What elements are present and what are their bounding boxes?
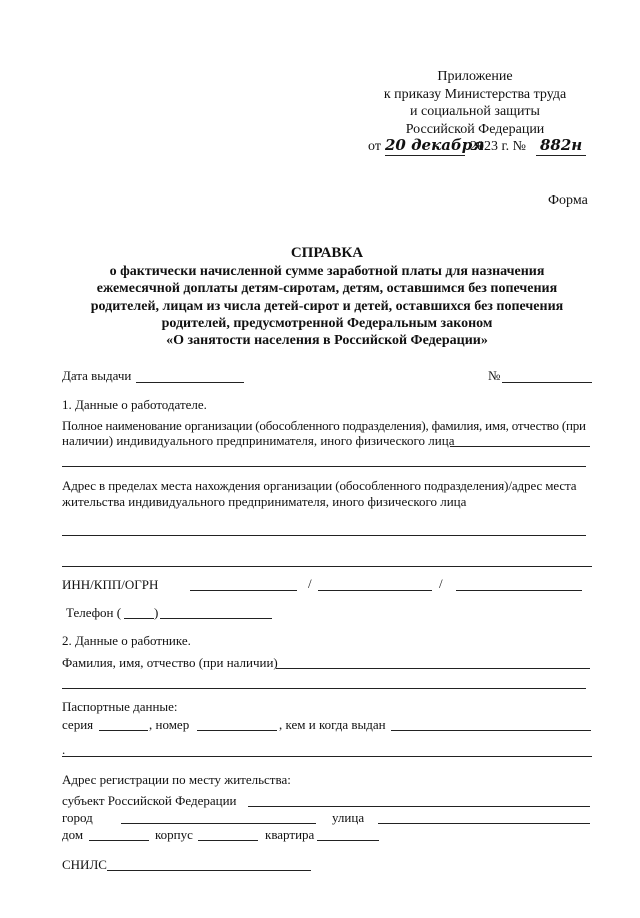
subject-label: субъект Российской Федерации <box>62 793 237 808</box>
inn-kpp-ogrn-label: ИНН/КПП/ОГРН <box>62 577 159 592</box>
street-field[interactable] <box>378 823 590 824</box>
section-employee: 2. Данные о работнике. <box>62 633 191 648</box>
issued-by-label: , кем и когда выдан <box>279 717 386 732</box>
org-name-label-2: наличии) индивидуального предпринимателя, иного физического лица <box>62 433 455 448</box>
order-year: 2023 г. № <box>470 139 527 154</box>
passport-label: Паспортные данные: <box>62 699 178 714</box>
number-field[interactable] <box>502 382 592 383</box>
building-label: корпус <box>155 827 193 842</box>
phone-code-field[interactable] <box>124 618 154 619</box>
order-from: от <box>368 139 381 154</box>
address-field-1[interactable] <box>62 535 586 536</box>
order-line-1: к приказу Министерства труда <box>383 87 567 102</box>
house-field[interactable] <box>89 840 149 841</box>
appendix-label: Приложение <box>437 69 513 84</box>
city-label: город <box>62 810 93 825</box>
street-label: улица <box>332 810 365 825</box>
reg-address-label: Адрес регистрации по месту жительства: <box>62 772 291 787</box>
order-line-3: Российской Федерации <box>405 122 545 137</box>
fio-label: Фамилия, имя, отчество (при наличии) <box>62 655 278 670</box>
phone-label: Телефон ( <box>66 605 122 620</box>
fio-field[interactable] <box>276 668 590 669</box>
date-underline <box>385 155 465 156</box>
form-label: Форма <box>548 193 588 208</box>
city-field[interactable] <box>121 823 316 824</box>
org-name-label-1: Полное наименование организации (обособленного подразделения), фамилия, имя, отчество (при <box>62 418 586 433</box>
number-label: № <box>488 368 501 383</box>
snils-label: СНИЛС <box>62 857 107 872</box>
issue-date-field[interactable] <box>136 382 244 383</box>
title-line-4: родителей, предусмотренной Федеральным законом <box>161 316 493 331</box>
title-line-1: о фактически начисленной сумме заработной платы для назначения <box>109 264 545 279</box>
title-line-3: родителей, лицам из числа детей-сирот и детей, оставшихся без попечения <box>90 299 564 314</box>
snils-field[interactable] <box>107 870 311 871</box>
address-field-2[interactable] <box>62 566 592 567</box>
address-label-2: жительства индивидуального предпринимателя, иного физического лица <box>62 494 467 509</box>
org-name-field[interactable] <box>450 446 590 447</box>
inn-field[interactable] <box>190 590 297 591</box>
order-date-handwritten: 20 декабря <box>385 136 485 154</box>
issued-by-field[interactable] <box>391 730 591 731</box>
subject-field[interactable] <box>248 806 590 807</box>
kpp-field[interactable] <box>318 590 432 591</box>
fio-field-2[interactable] <box>62 688 586 689</box>
issued-by-field-2[interactable] <box>62 756 592 757</box>
order-number-handwritten: 882н <box>540 136 583 154</box>
phone-paren: ) <box>154 605 159 620</box>
apartment-label: квартира <box>265 827 315 842</box>
slash-1: / <box>308 576 312 591</box>
passport-number-field[interactable] <box>197 730 277 731</box>
building-field[interactable] <box>198 840 258 841</box>
order-line-2: и социальной защиты <box>410 104 540 119</box>
apartment-field[interactable] <box>317 840 379 841</box>
org-name-field-2[interactable] <box>62 466 586 467</box>
phone-field[interactable] <box>160 618 272 619</box>
passport-number-label: , номер <box>149 717 190 732</box>
address-label-1: Адрес в пределах места нахождения организации (обособленного подразделения)/адрес места <box>62 478 577 493</box>
number-underline <box>536 155 586 156</box>
slash-2: / <box>439 576 443 591</box>
dot-mark: . <box>62 742 66 757</box>
title-line-2: ежемесячной доплаты детям-сиротам, детям, оставшимся без попечения <box>96 281 558 296</box>
house-label: дом <box>62 827 84 842</box>
series-field[interactable] <box>99 730 148 731</box>
ogrn-field[interactable] <box>456 590 582 591</box>
issue-date-label: Дата выдачи <box>62 368 132 383</box>
doc-title: СПРАВКА <box>290 245 364 261</box>
title-line-5: «О занятости населения в Российской Федерации» <box>166 333 488 348</box>
series-label: серия <box>62 717 94 732</box>
section-employer: 1. Данные о работодателе. <box>62 397 207 412</box>
